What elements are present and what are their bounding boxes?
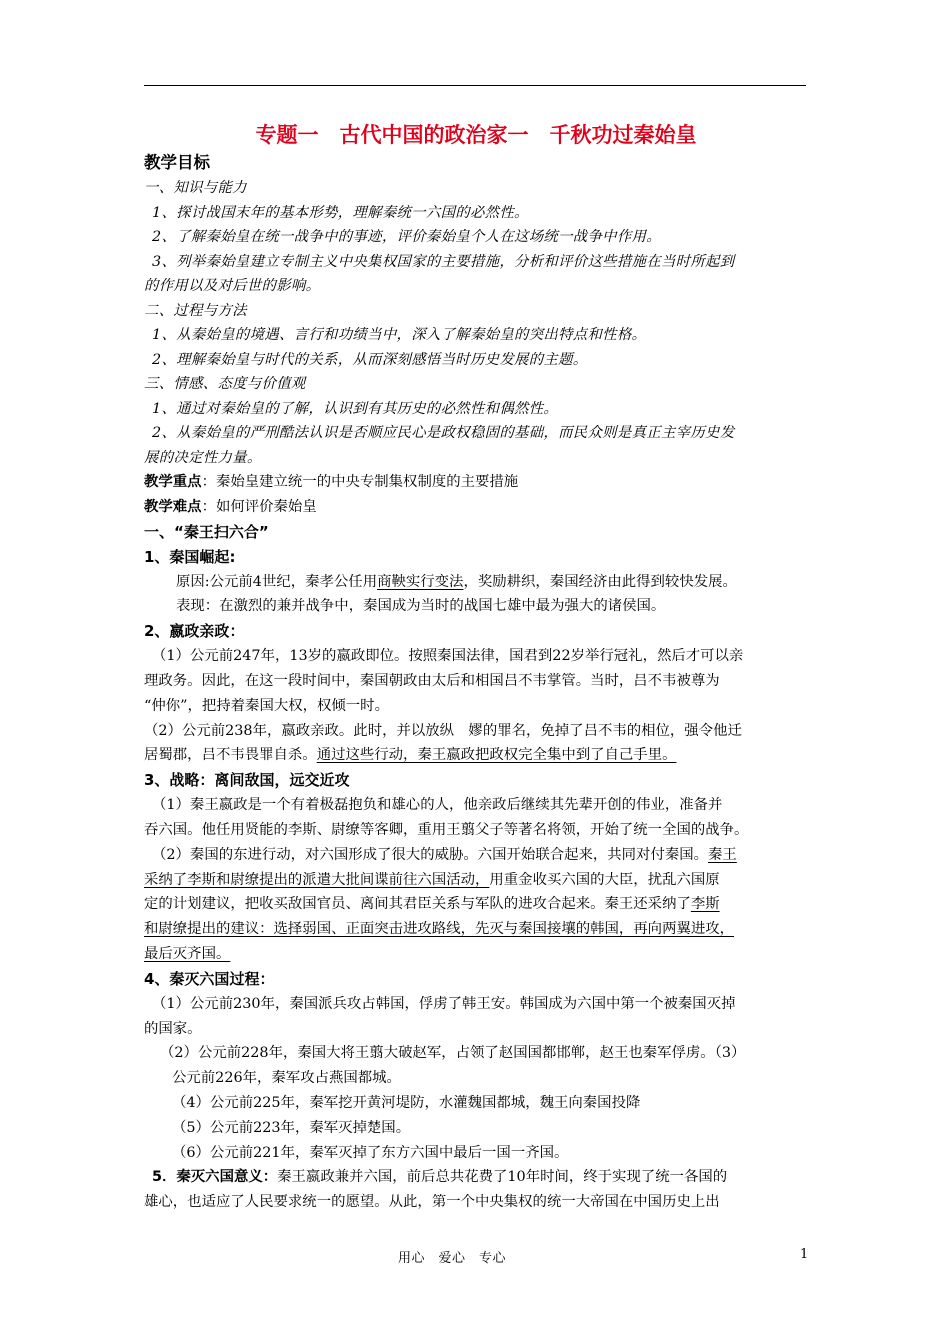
paragraph-line (144, 917, 808, 942)
key-point (144, 470, 808, 495)
paragraph-line: 雄心，也适应了人民要求统一的愿望。从此，第一个中央集权的统一大帝国在中国历史上出 (144, 1194, 720, 1211)
text-span: 居蜀郡，吕不韦畏罪自杀。 (144, 747, 317, 764)
header-rule (144, 85, 806, 86)
paragraph-line: （1）公元前230年，秦国派兵攻占韩国，俘虏了韩王安。韩国成为六国中第一个被秦国灭掉 (152, 995, 736, 1012)
paragraph-line: （6）公元前221年，秦军灭掉了东方六国中最后一国一齐国。 (172, 1144, 569, 1161)
objectives-heading: 教学目标 (144, 153, 210, 172)
underlined-text: 采纳了李斯和尉缭提出的派遣大批间谍前往六国活动， (144, 871, 490, 888)
paragraph-line (144, 843, 808, 868)
section-label: 5．秦灭六国意义： (152, 1169, 278, 1186)
paragraph-line: 的国家。 (144, 1020, 202, 1037)
section-heading: 4、秦灭六国过程： (144, 969, 275, 988)
underlined-text: 商鞅实行变法 (377, 573, 464, 590)
difficulty-label: 教学难点 (144, 498, 202, 515)
objective-item: 1、从秦始皇的境遇、言行和功绩当中，深入了解秦始皇的突出特点和性格。 (152, 327, 647, 343)
paragraph-line (144, 868, 808, 893)
objective-item: 1、通过对秦始皇的了解，认识到有其历史的必然性和偶然性。 (152, 400, 559, 417)
text-span: 秦王嬴政兼并六国，前后总共花费了10年时间，终于实现了统一各国的 (277, 1169, 728, 1186)
objective-item: 2、了解秦始皇在统一战争中的事迹，评价秦始皇个人在这场统一战争中作用。 (152, 229, 661, 245)
paragraph-line: （5）公元前223年，秦军灭掉楚国。 (172, 1119, 411, 1136)
objective-item: 3、列举秦始皇建立专制主义中央集权国家的主要措施，分析和评价这些措施在当时所起到 (152, 253, 735, 270)
objectives-section-2: 二、过程与方法 (144, 302, 247, 319)
paragraph-line: （4）公元前225年，秦军挖开黄河堤防，水灌魏国都城，魏王向秦国投降 (172, 1094, 641, 1111)
objectives-section-1: 一、知识与能力 (144, 180, 247, 196)
objective-item-cont: 展的决定性力量。 (144, 449, 262, 466)
paragraph-line (144, 570, 808, 595)
difficulty-point (144, 495, 808, 520)
paragraph-line: 吞六国。他任用贤能的李斯、尉缭等客卿，重用王翦父子等著名将领，开始了统一全国的战争。 (144, 821, 749, 838)
text-span: 原因:公元前4世纪，秦孝公任用 (176, 573, 378, 590)
section-heading: 2、嬴政亲政： (144, 622, 245, 641)
underlined-text: 和尉缭提出的建议：选择弱国、正面突击进攻路线，先灭与秦国接壤的韩国，再向两翼进攻， (144, 921, 735, 938)
paragraph-line (144, 743, 808, 768)
underlined-text: 通过这些行动，秦王嬴政把政权完全集中到了自己手里。 (316, 747, 677, 764)
paragraph-line: （1）公元前247年，13岁的嬴政即位。按照秦国法律，国君到22岁举行冠礼，然后才可以亲 (152, 648, 744, 665)
key-point-text: ：秦始皇建立统一的中央专制集权制度的主要措施 (201, 474, 519, 490)
section-heading: 3、战略：离间敌国，远交近攻 (144, 771, 350, 790)
page-number: 1 (800, 1247, 809, 1262)
paragraph-line (144, 892, 808, 917)
objective-item: 2、理解秦始皇与时代的关系，从而深刻感悟当时历史发展的主题。 (152, 351, 588, 368)
objectives-section-3: 三、情感、态度与价值观 (144, 376, 306, 392)
text-span: 定的计划建议，把收买敌国官员、离间其君臣关系与军队的进攻合起来。秦王还采纳了 (144, 896, 691, 913)
paragraph-line (144, 942, 808, 967)
part-heading: 一、“秦王扫六合” (144, 522, 269, 541)
paragraph-line: 表现：在激烈的兼并战争中，秦国成为当时的战国七雄中最为强大的诸侯国。 (176, 598, 666, 615)
paragraph-line (144, 1165, 808, 1190)
text-span: （2）秦国的东进行动，对六国形成了很大的威胁。六国开始联合起来，共同对付秦国。 (152, 846, 709, 863)
paragraph-line: （2）公元前238年，嬴政亲政。此时，并以放纵 嫪的罪名，免掉了吕不韦的相位，强令他迁 (144, 722, 742, 739)
text-span: 用重金收买六国的大臣，扰乱六国原 (489, 871, 720, 888)
text-span: ，奖励耕织，秦国经济由此得到较快发展。 (463, 573, 737, 590)
key-point-label: 教学重点 (144, 474, 202, 490)
objective-item: 1、探讨战国末年的基本形势，理解秦统一六国的必然性。 (152, 204, 529, 221)
paragraph-line: “仲你”，把持着秦国大权，权倾一时。 (144, 697, 389, 714)
footer-motto: 用心 爱心 专心 (398, 1251, 507, 1266)
paragraph-line: （2）公元前228年，秦国大将王翦大破赵军，占领了赵国国都邯郸，赵王也秦军俘虏。（3） (160, 1045, 746, 1062)
objective-item-cont: 的作用以及对后世的影响。 (144, 278, 321, 294)
underlined-text: 秦王 (708, 846, 737, 863)
paragraph-line: （1）秦王嬴政是一个有着极磊抱负和雄心的人，他亲政后继续其先辈开创的伟业，准备并 (152, 797, 723, 814)
difficulty-text: ：如何评价秦始皇 (201, 498, 317, 515)
paragraph-line: 理政务。因此，在这一段时间中，秦国朝政由太后和相国吕不韦掌管。当时，吕不韦被尊为 (144, 672, 720, 689)
section-heading: 1、秦国崛起: (144, 547, 236, 566)
underlined-text: 李斯 (690, 896, 720, 913)
paragraph-line: 公元前226年，秦军攻占燕国都城。 (172, 1070, 401, 1087)
document-body (144, 120, 808, 1215)
objective-item: 2、从秦始皇的严刑酷法认识是否顺应民心是政权稳固的基础，而民众则是真正主宰历史发 (152, 425, 735, 441)
page-title: 专题一 古代中国的政治家一 千秋功过秦始皇 (255, 123, 697, 147)
underlined-text: 最后灭齐国。 (144, 945, 231, 962)
